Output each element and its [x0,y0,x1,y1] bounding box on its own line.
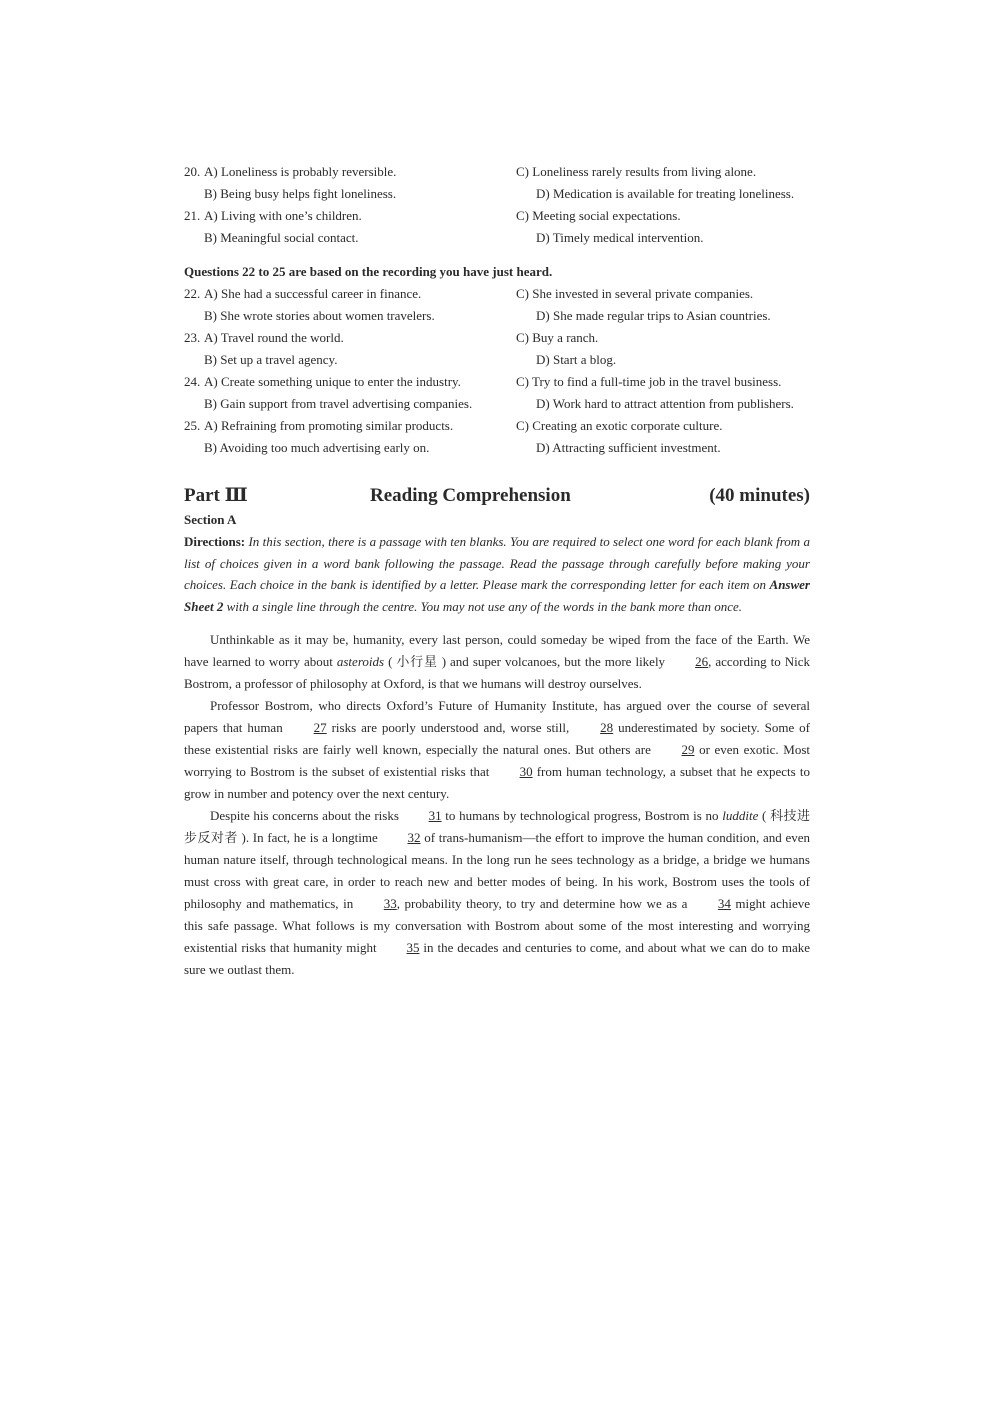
question-22 [184,283,810,305]
question-24 [184,371,810,393]
blank-31: 31 [428,808,442,823]
option-d: D) Work hard to attract attention from publishers. [536,396,794,411]
question-25-row2 [184,437,810,459]
text: Professor Bostrom, who directs Oxford’s Future of Humanity Institute, has argued over the course of several papers that human [184,698,810,735]
asteroids-term: asteroids [336,654,385,669]
question-20-row2 [184,183,810,205]
question-number: 25. [184,418,201,433]
question-23 [184,327,810,349]
question-number: 21. [184,208,201,223]
option-d: D) Attracting sufficient investment. [536,440,721,455]
option-b: B) Avoiding too much advertising early on. [204,440,430,455]
text: Despite his concerns about the risks [210,808,403,823]
question-25 [184,415,810,437]
option-c: C) Buy a ranch. [516,330,599,345]
option-a: A) She had a successful career in finance. [204,286,422,301]
answer-sheet-ref: Answer Sheet 2 [184,577,810,614]
text: , probability theory, to try and determine how we as a [396,896,692,911]
question-number: 22. [184,286,201,301]
question-24-row2 [184,393,810,415]
option-a: A) Living with one’s children. [204,208,362,223]
question-21 [184,205,810,227]
text: ( 科技进步反对者 ). In fact, he is a longtime [184,808,810,845]
luddite-term: luddite [722,808,759,823]
option-b: B) Meaningful social contact. [204,230,359,245]
blank-29: 29 [681,742,695,757]
option-b: B) Set up a travel agency. [204,352,338,367]
question-20 [184,161,810,183]
option-a: A) Loneliness is probably reversible. [204,164,397,179]
option-a: A) Create something unique to enter the industry. [204,374,461,389]
text: ( 小行星 ) and super volcanoes, but the more likely [384,654,670,669]
passage [184,629,810,981]
part-header [184,483,810,509]
text: underestimated by society. Some of these existential risks are fairly well known, especially the natural ones. But others are [184,720,810,757]
option-b: B) She wrote stories about women travelers. [204,308,435,323]
exam-page [184,161,810,981]
paragraph-2 [184,695,810,805]
text: risks are poorly understood and, worse still, [326,720,575,735]
blank-27: 27 [313,720,327,735]
option-a: A) Refraining from promoting similar products. [204,418,454,433]
blank-34: 34 [717,896,731,911]
blank-32: 32 [407,830,421,845]
directions-text-1: In this section, there is a passage with ten blanks. You are required to select one word for each blank from a list of choices given in a word bank following the passage. Read the passage through carefully before making your choices. Each choice in the bank is identified by a letter. Please mark the corresponding letter for each item on [184,534,810,592]
part-time: (40 minutes) [709,485,810,506]
question-23-row2 [184,349,810,371]
option-d: D) Medication is available for treating loneliness. [536,186,795,201]
question-number: 20. [184,164,201,179]
directions [184,531,810,617]
text: from human technology, a subset that he expects to grow in number and potency over the next century. [184,764,810,801]
option-b: B) Gain support from travel advertising companies. [204,396,473,411]
option-d: D) Start a blog. [536,352,617,367]
question-number: 24. [184,374,201,389]
text: in the decades and centuries to come, and about what we can do to make sure we outlast them. [184,940,810,977]
option-c: C) Try to find a full-time job in the travel business. [516,374,782,389]
text: to humans by technological progress, Bostrom is no [441,808,723,823]
questions-22-25-header: Questions 22 to 25 are based on the recording you have just heard. [184,264,553,279]
question-number: 23. [184,330,201,345]
paragraph-3 [184,805,810,981]
option-d: D) Timely medical intervention. [536,230,704,245]
blank-35: 35 [406,940,420,955]
text: , according to Nick Bostrom, a professor of philosophy at Oxford, is that we humans will destroy ourselves. [184,654,810,691]
blank-30: 30 [519,764,533,779]
part-title: Reading Comprehension [370,485,571,506]
section-label: Section A [184,512,237,527]
blank-26: 26 [695,654,709,669]
option-c: C) Creating an exotic corporate culture. [516,418,723,433]
part-label: Part Ⅲ [184,485,248,506]
option-a: A) Travel round the world. [204,330,344,345]
blank-28: 28 [600,720,614,735]
option-c: C) Meeting social expectations. [516,208,681,223]
directions-text-2: with a single line through the centre. You may not use any of the words in the bank more than once. [223,598,742,614]
question-22-row2 [184,305,810,327]
option-d: D) She made regular trips to Asian countries. [536,308,771,323]
question-21-row2 [184,227,810,249]
option-b: B) Being busy helps fight loneliness. [204,186,397,201]
option-c: C) She invested in several private companies. [516,286,754,301]
text: or even exotic. Most worrying to Bostrom is the subset of existential risks that [184,742,810,779]
text: might achieve this safe passage. What follows is my conversation with Bostrom about some of the most interesting and worrying existential risks that humanity might [184,896,810,955]
text: Unthinkable as it may be, humanity, every last person, could someday be wiped from the face of the Earth. We have learned to worry about [184,632,810,669]
paragraph-1 [184,629,810,695]
directions-label: Directions: [184,534,246,549]
option-c: C) Loneliness rarely results from living alone. [516,164,757,179]
blank-33: 33 [383,896,397,911]
text: of trans-humanism—the effort to improve the human condition, and even human nature itself, through technological means. In the long run he sees technology as a bridge, a bridge we humans must cross with great care, in order to reach new and better modes of being. In his work, Bostrom uses the tools of philosophy and mathematics, in [184,830,810,911]
